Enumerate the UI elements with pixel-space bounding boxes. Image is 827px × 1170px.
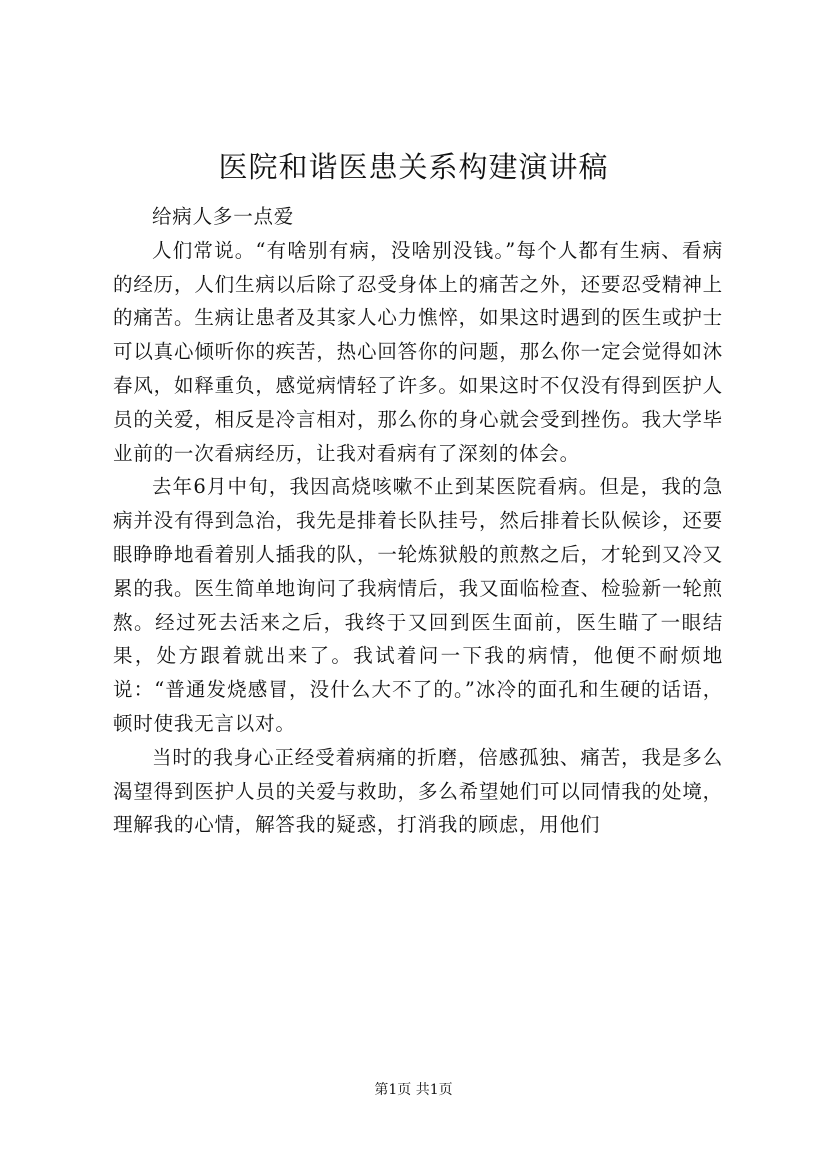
document-subtitle: 给病人多一点爱: [152, 205, 295, 228]
document-title: 医院和谐医患关系构建演讲稿: [218, 150, 609, 184]
page-footer: 第1页 共1页: [374, 1082, 453, 1098]
body-paragraph-2: 去年6月中旬，我因高烧咳嗽不止到某医院看病。但是，我的急病并没有得到急治，我先是排着长队挂号，然后排着长队候诊，还要眼睁睁地看着别人插我的队，一轮炼狱般的煎熬之后，才轮到又冷又累的我。医生简单地询问了我病情后，我又面临检查、检验新一轮煎熬。经过死去活来之后，我终于又回到医生面前，医生瞄了一眼结果，处方跟着就出来了。我试着问一下我的病情，他便不耐烦地说：“普通发烧感冒，没什么大不了的。”冰冷的面孔和生硬的话语，顿时使我无言以对。: [113, 475, 723, 735]
body-paragraph-3: 当时的我身心正经受着病痛的折磨，倍感孤独、痛苦，我是多么渴望得到医护人员的关爱与救助，多么希望她们可以同情我的处境，理解我的心情，解答我的疑惑，打消我的顾虑，用他们: [113, 745, 723, 837]
body-paragraph-1: 人们常说。“有啥别有病，没啥别没钱。”每个人都有生病、看病的经历，人们生病以后除了忍受身体上的痛苦之外，还要忍受精神上的痛苦。生病让患者及其家人心力憔悴，如果这时遇到的医生或护士可以真心倾听你的疾苦，热心回答你的问题，那么你一定会觉得如沐春风，如释重负，感觉病情轻了许多。如果这时不仅没有得到医护人员的关爱，相反是冷言相对，那么你的身心就会受到挫伤。我大学毕业前的一次看病经历，让我对看病有了深刻的体会。: [113, 238, 723, 465]
document-body: [113, 200, 723, 842]
